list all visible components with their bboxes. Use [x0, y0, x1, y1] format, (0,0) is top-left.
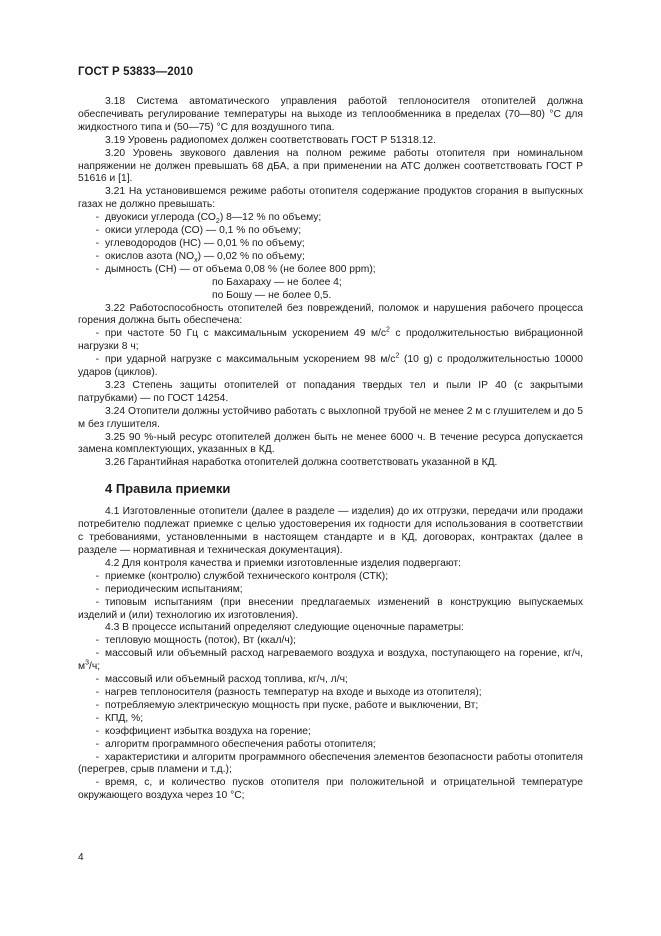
- clause-3-21: 3.21 На установившемся режиме работы отопителя содержание продуктов сгорания в выпускных газах не должно превышать:: [78, 186, 583, 211]
- clause-4-3: 4.3 В процессе испытаний определяют следующие оценочные параметры:: [105, 622, 464, 634]
- clause-4-1: 4.1 Изготовленные отопители (далее в разделе — изделия) до их отгрузки, передачи или продажи потребителю подлежат приемке с целью удостоверения их годности для использования в соответствии с требованиями, установленными в настоящем стандарте и в КД, договорах, контрактах (далее в разделе — нормативная и техническая документация).: [78, 506, 583, 556]
- list-item-air-flow: - массовый или объемный расход нагреваемого воздуха и воздуха, поступающего на горение, кг/ч, $м^3/ч$;: [78, 648, 583, 673]
- document-code: ГОСТ Р 53833—2010: [78, 66, 194, 78]
- list-item-nox: - окислов азота $(NO_х)$ — 0,02 % по объему;: [95, 250, 305, 264]
- list-item-algorithm: - алгоритм программного обеспечения работы отопителя;: [95, 738, 376, 750]
- list-item-periodic: - периодическим испытаниям;: [95, 583, 243, 595]
- list-item-excess-air: - коэффициент избытка воздуха на горение;: [95, 725, 311, 737]
- clause-3-22: 3.22 Работоспособность отопителей без повреждений, поломок и нарушения рабочего процесса горения должна быть обеспечена:: [78, 302, 583, 327]
- clause-3-20: 3.20 Уровень звукового давления на полном режиме работы отопителя при номинальном напряжении не должен превышать 68 дБА, а при применении на АТС должен соответствовать ГОСТ Р 51616 и [1].: [78, 147, 583, 185]
- list-item-fuel: - массовый или объемный расход топлива, кг/ч, л/ч;: [95, 674, 348, 686]
- list-item-bosch: по Бошу — не более 0,5.: [212, 289, 332, 301]
- list-item-vibration: - при частоте 50 Гц с максимальным ускорением 49 $м/с^2$ с продолжительностью вибрационной нагрузки 8 ч;: [78, 326, 583, 353]
- clause-3-19: 3.19 Уровень радиопомех должен соответствовать ГОСТ Р 51318.12.: [105, 134, 437, 146]
- clause-3-23: 3.23 Степень защиты отопителей от попадания твердых тел и пыли IP 40 (с закрытыми патрубками) — по ГОСТ 14254.: [78, 379, 583, 404]
- list-item-stk: - приемке (контролю) службой технического контроля (СТК);: [95, 570, 389, 582]
- clause-3-25: 3.25 90 %-ный ресурс отопителей должен быть не менее 6000 ч. В течение ресурса допускается замена комплектующих, указанных в КД.: [78, 431, 583, 456]
- list-item-hc: - углеводородов (НС) — 0,01 % по объему;: [95, 237, 305, 249]
- list-item-power: - тепловую мощность (поток), Вт (ккал/ч);: [95, 635, 297, 647]
- list-item-co2: - двуокиси углерода $(СО_2)$ 8—12 % по объему;: [95, 212, 322, 226]
- list-item-type-tests: - типовым испытаниям (при внесении предлагаемых изменений в конструкцию выпускаемых изделий и (или) технологию их изготовления).: [78, 596, 583, 621]
- list-item-bacharach: по Бахараху — не более 4;: [212, 276, 342, 288]
- list-item-efficiency: - КПД, %;: [95, 712, 144, 724]
- list-item-smoke: - дымность (СН) — от объема 0,08 % (не более 800 ppm);: [95, 263, 376, 275]
- list-item-shock: - при ударной нагрузке с максимальным ускорением 98 $м/с^2$ (10 g) с продолжительностью 10000 ударов (циклов).: [78, 352, 583, 379]
- section-4-title: 4 Правила приемки: [105, 481, 231, 497]
- list-item-safety: - характеристики и алгоритм программного обеспечения элементов безопасности работы отопителя (перегрев, срыв пламени и т.д.);: [78, 751, 583, 776]
- list-item-heating: - нагрев теплоносителя (разность температур на входе и выходе из отопителя);: [95, 686, 482, 698]
- list-item-start-time: - время, с, и количество пусков отопителя при положительной и отрицательной температуре окружающего воздуха через 10 °С;: [78, 777, 583, 802]
- clause-3-24: 3.24 Отопители должны устойчиво работать с выхлопной трубой не менее 2 м с глушителем и до 5 м без глушителя.: [78, 405, 583, 430]
- clause-4-2: 4.2 Для контроля качества и приемки изготовленные изделия подвергают:: [105, 557, 461, 569]
- clause-3-26: 3.26 Гарантийная наработка отопителей должна соответствовать указанной в КД.: [105, 457, 498, 469]
- list-item-co: - окиси углерода (СО) — 0,1 % по объему;: [95, 225, 302, 237]
- clause-3-18: 3.18 Система автоматического управления работой теплоносителя отопителей должна обеспечивать регулирование температуры на выходе из теплообменника в пределах (70—80) °С для жидкостного типа и (50—75) °С для воздушного типа.: [78, 96, 583, 133]
- page-number: 4: [78, 852, 84, 863]
- page-body: [78, 96, 583, 803]
- list-item-electric: - потребляемую электрическую мощность при пуске, работе и выключении, Вт;: [95, 699, 479, 711]
